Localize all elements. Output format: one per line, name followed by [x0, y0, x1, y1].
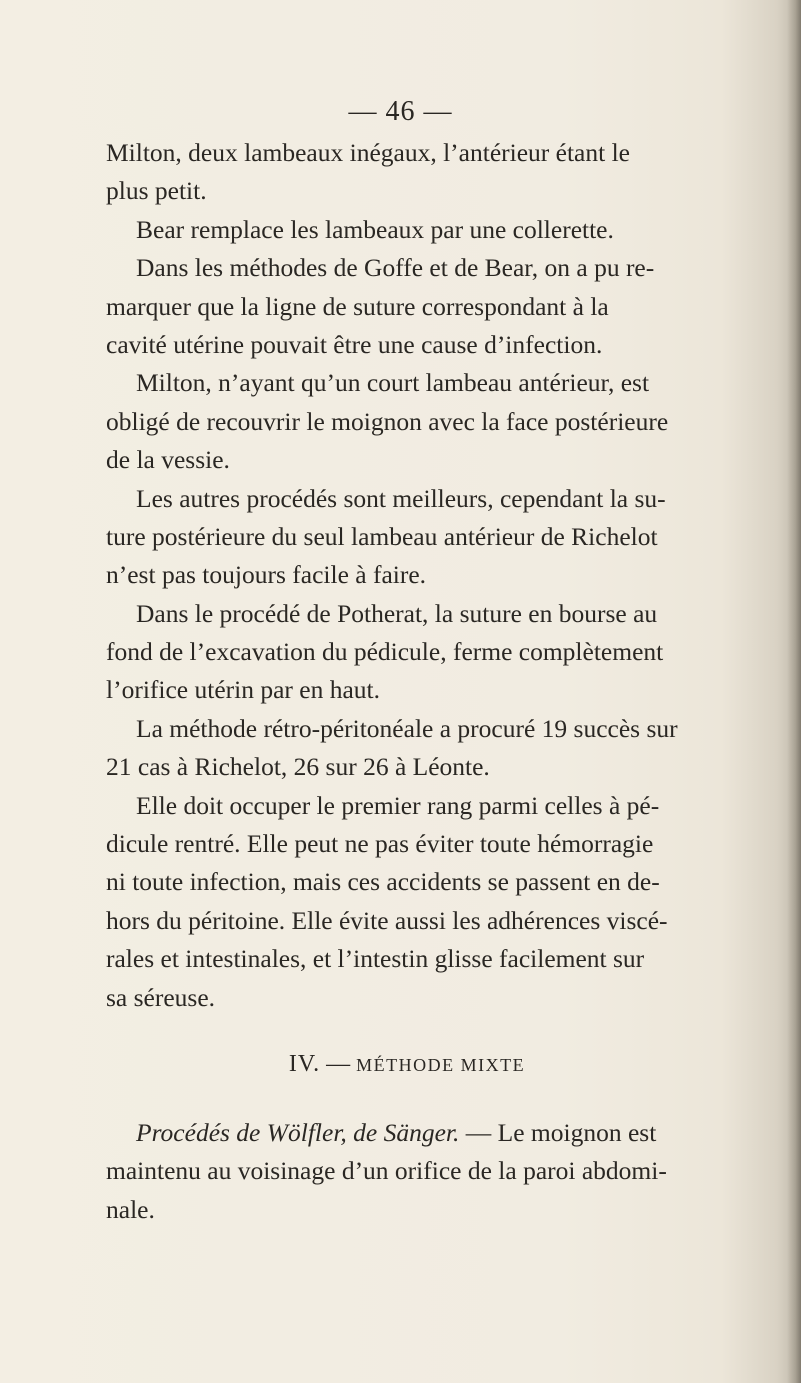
text-line	[106, 1152, 708, 1190]
line-text: n’est pas toujours facile à faire.	[106, 560, 427, 590]
line-text: sa séreuse.	[106, 982, 216, 1012]
text-line	[106, 1114, 708, 1152]
line-text: marquer que la ligne de suture correspondant à la	[106, 291, 609, 321]
section-heading	[106, 1045, 708, 1084]
section-dash: —	[326, 1050, 351, 1077]
line-text: obligé de recouvrir le moignon avec la face postérieure	[106, 406, 669, 436]
text-line	[106, 134, 708, 172]
section-numeral: IV.	[288, 1050, 321, 1077]
spacer	[106, 1084, 708, 1114]
text-line	[106, 403, 708, 441]
text-line	[106, 249, 708, 287]
line-text: ture postérieure du seul lambeau antérieur de Richelot	[106, 521, 658, 551]
line-text: Elle doit occuper le premier rang parmi celles à pé-	[136, 790, 660, 820]
text-line	[106, 172, 708, 210]
text-line	[106, 787, 708, 825]
line-text: Bear remplace les lambeaux par une collerette.	[136, 214, 614, 244]
text-line	[106, 902, 708, 940]
line-text: fond de l’excavation du pédicule, ferme complètement	[106, 637, 664, 667]
line-text: hors du péritoine. Elle évite aussi les adhérences viscé-	[106, 905, 668, 935]
line-text: Dans le procédé de Potherat, la suture en bourse au	[136, 598, 658, 628]
text-line	[106, 1191, 708, 1229]
line-text: dicule rentré. Elle peut ne pas éviter toute hémorragie	[106, 829, 654, 859]
line-text: 21 cas à Richelot, 26 sur 26 à Léonte.	[106, 752, 490, 782]
line-text: l’orifice utérin par en haut.	[106, 675, 381, 705]
text-line	[106, 518, 708, 556]
text-line	[106, 288, 708, 326]
text-line	[106, 480, 708, 518]
text-line	[106, 441, 708, 479]
page-number-text: — 46 —	[348, 96, 453, 127]
text-line	[106, 979, 708, 1017]
text-line	[106, 940, 708, 978]
text-line	[106, 671, 708, 709]
line-text: ni toute infection, mais ces accidents se passent en de-	[106, 867, 660, 897]
text-line	[106, 748, 708, 786]
text-line	[106, 556, 708, 594]
page-edge-shadow	[787, 0, 801, 1383]
page-number	[0, 92, 801, 132]
line-text: La méthode rétro-péritonéale a procuré 19 succès sur	[136, 713, 678, 743]
line-text: cavité utérine pouvait être une cause d’infection.	[106, 329, 603, 359]
line-text: — Le moignon est	[459, 1117, 657, 1147]
line-text: Les autres procédés sont meilleurs, cependant la su-	[136, 483, 666, 513]
text-line	[106, 326, 708, 364]
line-text: de la vessie.	[106, 445, 230, 475]
text-line	[106, 710, 708, 748]
line-text: nale.	[106, 1194, 155, 1224]
text-line	[106, 633, 708, 671]
line-text: maintenu au voisinage d’un orifice de la paroi abdomi-	[106, 1156, 667, 1186]
spacer	[106, 1017, 708, 1045]
italic-lead: Procédés de Wölfler, de Sänger.	[136, 1117, 460, 1147]
body-text	[106, 134, 708, 1229]
line-text: Dans les méthodes de Goffe et de Bear, on a pu re-	[136, 253, 655, 283]
line-text: plus petit.	[106, 176, 207, 206]
text-line	[106, 595, 708, 633]
line-text: Milton, deux lambeaux inégaux, l’antérieur étant le	[106, 138, 630, 167]
text-line	[106, 211, 708, 249]
text-line	[106, 364, 708, 402]
section-title: MÉTHODE MIXTE	[356, 1054, 526, 1075]
line-text: Milton, n’ayant qu’un court lambeau antérieur, est	[136, 368, 650, 398]
line-text: rales et intestinales, et l’intestin glisse facilement sur	[106, 944, 645, 974]
text-line	[106, 863, 708, 901]
text-line	[106, 825, 708, 863]
